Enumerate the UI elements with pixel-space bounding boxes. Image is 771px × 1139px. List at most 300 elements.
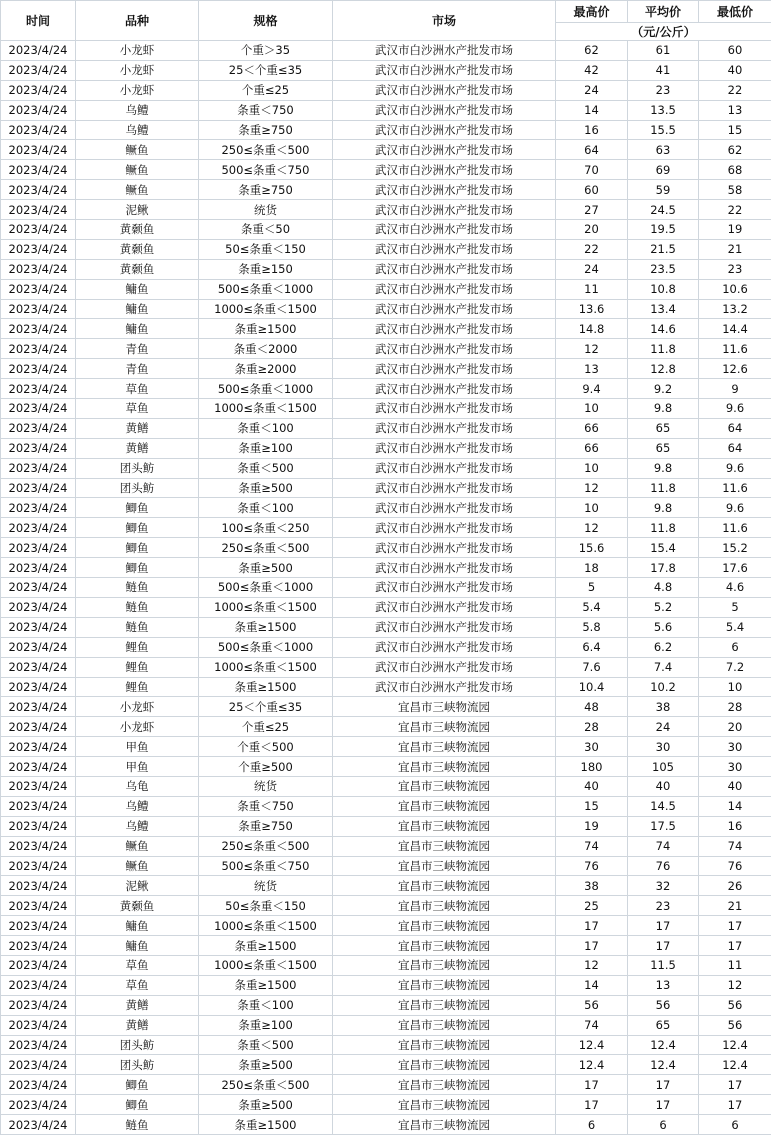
cell-spec: 条重≥1500 bbox=[199, 319, 333, 339]
table-row bbox=[1, 80, 771, 100]
cell-high: 24 bbox=[556, 80, 628, 100]
cell-avg: 32 bbox=[628, 876, 699, 896]
cell-market: 武汉市白沙洲水产批发市场 bbox=[333, 677, 556, 697]
cell-high: 38 bbox=[556, 876, 628, 896]
cell-high: 14 bbox=[556, 100, 628, 120]
cell-market: 宜昌市三峡物流园 bbox=[333, 757, 556, 777]
table-row bbox=[1, 995, 771, 1015]
cell-low: 40 bbox=[699, 776, 771, 796]
cell-time: 2023/4/24 bbox=[1, 239, 76, 259]
cell-market: 宜昌市三峡物流园 bbox=[333, 896, 556, 916]
cell-high: 27 bbox=[556, 200, 628, 220]
cell-market: 宜昌市三峡物流园 bbox=[333, 955, 556, 975]
table-row bbox=[1, 299, 771, 319]
cell-market: 武汉市白沙洲水产批发市场 bbox=[333, 399, 556, 419]
cell-low: 5 bbox=[699, 597, 771, 617]
cell-high: 15 bbox=[556, 796, 628, 816]
cell-variety: 鳙鱼 bbox=[76, 299, 199, 319]
cell-high: 12 bbox=[556, 339, 628, 359]
cell-spec: 统货 bbox=[199, 200, 333, 220]
table-row bbox=[1, 458, 771, 478]
cell-time: 2023/4/24 bbox=[1, 717, 76, 737]
table-row bbox=[1, 597, 771, 617]
cell-high: 12 bbox=[556, 478, 628, 498]
cell-market: 武汉市白沙洲水产批发市场 bbox=[333, 438, 556, 458]
cell-time: 2023/4/24 bbox=[1, 578, 76, 598]
cell-spec: 统货 bbox=[199, 876, 333, 896]
cell-spec: 条重≥100 bbox=[199, 438, 333, 458]
cell-spec: 1000≤条重＜1500 bbox=[199, 916, 333, 936]
cell-low: 5.4 bbox=[699, 617, 771, 637]
cell-avg: 65 bbox=[628, 418, 699, 438]
cell-spec: 50≤条重＜150 bbox=[199, 896, 333, 916]
cell-variety: 甲鱼 bbox=[76, 757, 199, 777]
cell-high: 10 bbox=[556, 458, 628, 478]
cell-high: 13 bbox=[556, 359, 628, 379]
cell-high: 25 bbox=[556, 896, 628, 916]
cell-variety: 鲫鱼 bbox=[76, 538, 199, 558]
cell-market: 宜昌市三峡物流园 bbox=[333, 856, 556, 876]
cell-low: 60 bbox=[699, 41, 771, 61]
cell-low: 16 bbox=[699, 816, 771, 836]
cell-market: 宜昌市三峡物流园 bbox=[333, 1035, 556, 1055]
table-row bbox=[1, 1115, 771, 1135]
cell-variety: 鲤鱼 bbox=[76, 677, 199, 697]
table-row bbox=[1, 259, 771, 279]
header-spec: 规格 bbox=[199, 1, 333, 41]
cell-low: 64 bbox=[699, 438, 771, 458]
cell-low: 7.2 bbox=[699, 657, 771, 677]
cell-time: 2023/4/24 bbox=[1, 538, 76, 558]
cell-low: 12 bbox=[699, 975, 771, 995]
cell-avg: 40 bbox=[628, 776, 699, 796]
cell-variety: 乌鳢 bbox=[76, 796, 199, 816]
cell-time: 2023/4/24 bbox=[1, 936, 76, 956]
cell-market: 武汉市白沙洲水产批发市场 bbox=[333, 80, 556, 100]
cell-market: 宜昌市三峡物流园 bbox=[333, 697, 556, 717]
cell-variety: 鲢鱼 bbox=[76, 597, 199, 617]
cell-variety: 乌鳢 bbox=[76, 100, 199, 120]
cell-variety: 黄颡鱼 bbox=[76, 239, 199, 259]
table-row bbox=[1, 558, 771, 578]
cell-time: 2023/4/24 bbox=[1, 319, 76, 339]
cell-avg: 4.8 bbox=[628, 578, 699, 598]
table-row bbox=[1, 60, 771, 80]
cell-spec: 500≤条重＜1000 bbox=[199, 578, 333, 598]
cell-high: 62 bbox=[556, 41, 628, 61]
table-row bbox=[1, 776, 771, 796]
cell-low: 17 bbox=[699, 1075, 771, 1095]
cell-low: 76 bbox=[699, 856, 771, 876]
cell-spec: 500≤条重＜750 bbox=[199, 160, 333, 180]
cell-market: 武汉市白沙洲水产批发市场 bbox=[333, 518, 556, 538]
cell-high: 10 bbox=[556, 399, 628, 419]
cell-time: 2023/4/24 bbox=[1, 160, 76, 180]
table-row bbox=[1, 1095, 771, 1115]
cell-high: 20 bbox=[556, 220, 628, 240]
table-row bbox=[1, 796, 771, 816]
cell-avg: 76 bbox=[628, 856, 699, 876]
cell-spec: 个重≥500 bbox=[199, 757, 333, 777]
cell-high: 60 bbox=[556, 180, 628, 200]
cell-low: 17.6 bbox=[699, 558, 771, 578]
cell-avg: 17 bbox=[628, 1075, 699, 1095]
cell-high: 180 bbox=[556, 757, 628, 777]
cell-market: 武汉市白沙洲水产批发市场 bbox=[333, 359, 556, 379]
cell-high: 11 bbox=[556, 279, 628, 299]
cell-market: 武汉市白沙洲水产批发市场 bbox=[333, 140, 556, 160]
cell-high: 66 bbox=[556, 418, 628, 438]
table-row bbox=[1, 498, 771, 518]
cell-avg: 56 bbox=[628, 995, 699, 1015]
cell-spec: 条重＜500 bbox=[199, 458, 333, 478]
cell-spec: 100≤条重＜250 bbox=[199, 518, 333, 538]
table-row bbox=[1, 140, 771, 160]
cell-market: 武汉市白沙洲水产批发市场 bbox=[333, 458, 556, 478]
cell-variety: 鲢鱼 bbox=[76, 1115, 199, 1135]
cell-time: 2023/4/24 bbox=[1, 1055, 76, 1075]
cell-variety: 小龙虾 bbox=[76, 60, 199, 80]
cell-high: 5 bbox=[556, 578, 628, 598]
cell-time: 2023/4/24 bbox=[1, 1015, 76, 1035]
table-row bbox=[1, 339, 771, 359]
cell-market: 宜昌市三峡物流园 bbox=[333, 717, 556, 737]
cell-market: 宜昌市三峡物流园 bbox=[333, 776, 556, 796]
cell-high: 5.8 bbox=[556, 617, 628, 637]
cell-avg: 9.8 bbox=[628, 498, 699, 518]
cell-avg: 13 bbox=[628, 975, 699, 995]
cell-time: 2023/4/24 bbox=[1, 737, 76, 757]
cell-high: 12 bbox=[556, 955, 628, 975]
cell-avg: 6.2 bbox=[628, 637, 699, 657]
cell-spec: 1000≤条重＜1500 bbox=[199, 597, 333, 617]
cell-market: 武汉市白沙洲水产批发市场 bbox=[333, 41, 556, 61]
cell-low: 11.6 bbox=[699, 518, 771, 538]
cell-low: 26 bbox=[699, 876, 771, 896]
cell-high: 14 bbox=[556, 975, 628, 995]
cell-avg: 14.5 bbox=[628, 796, 699, 816]
cell-low: 15 bbox=[699, 120, 771, 140]
header-low: 最低价 bbox=[699, 1, 771, 23]
cell-spec: 条重＜100 bbox=[199, 995, 333, 1015]
cell-avg: 9.8 bbox=[628, 399, 699, 419]
cell-spec: 条重≥750 bbox=[199, 816, 333, 836]
cell-high: 12.4 bbox=[556, 1035, 628, 1055]
cell-time: 2023/4/24 bbox=[1, 41, 76, 61]
cell-high: 30 bbox=[556, 737, 628, 757]
table-row bbox=[1, 220, 771, 240]
cell-variety: 小龙虾 bbox=[76, 697, 199, 717]
table-row bbox=[1, 160, 771, 180]
cell-high: 42 bbox=[556, 60, 628, 80]
table-row bbox=[1, 936, 771, 956]
cell-avg: 10.8 bbox=[628, 279, 699, 299]
cell-variety: 鳙鱼 bbox=[76, 916, 199, 936]
cell-variety: 草鱼 bbox=[76, 379, 199, 399]
cell-time: 2023/4/24 bbox=[1, 339, 76, 359]
cell-high: 64 bbox=[556, 140, 628, 160]
cell-avg: 15.5 bbox=[628, 120, 699, 140]
cell-variety: 小龙虾 bbox=[76, 41, 199, 61]
cell-avg: 5.6 bbox=[628, 617, 699, 637]
cell-market: 武汉市白沙洲水产批发市场 bbox=[333, 339, 556, 359]
cell-time: 2023/4/24 bbox=[1, 220, 76, 240]
cell-market: 武汉市白沙洲水产批发市场 bbox=[333, 418, 556, 438]
cell-time: 2023/4/24 bbox=[1, 975, 76, 995]
cell-time: 2023/4/24 bbox=[1, 279, 76, 299]
cell-high: 12.4 bbox=[556, 1055, 628, 1075]
cell-low: 6 bbox=[699, 1115, 771, 1135]
table-row bbox=[1, 399, 771, 419]
cell-market: 武汉市白沙洲水产批发市场 bbox=[333, 578, 556, 598]
cell-market: 武汉市白沙洲水产批发市场 bbox=[333, 617, 556, 637]
cell-time: 2023/4/24 bbox=[1, 836, 76, 856]
table-row bbox=[1, 180, 771, 200]
cell-variety: 黄鳝 bbox=[76, 418, 199, 438]
cell-variety: 鳜鱼 bbox=[76, 180, 199, 200]
cell-avg: 24.5 bbox=[628, 200, 699, 220]
cell-avg: 69 bbox=[628, 160, 699, 180]
cell-spec: 个重≤25 bbox=[199, 717, 333, 737]
cell-low: 20 bbox=[699, 717, 771, 737]
cell-market: 武汉市白沙洲水产批发市场 bbox=[333, 538, 556, 558]
cell-spec: 条重≥500 bbox=[199, 558, 333, 578]
cell-spec: 500≤条重＜1000 bbox=[199, 637, 333, 657]
cell-time: 2023/4/24 bbox=[1, 816, 76, 836]
cell-spec: 个重≤25 bbox=[199, 80, 333, 100]
header-variety: 品种 bbox=[76, 1, 199, 41]
cell-variety: 甲鱼 bbox=[76, 737, 199, 757]
cell-low: 10 bbox=[699, 677, 771, 697]
cell-high: 13.6 bbox=[556, 299, 628, 319]
cell-variety: 鲢鱼 bbox=[76, 617, 199, 637]
cell-variety: 泥鳅 bbox=[76, 876, 199, 896]
cell-spec: 条重≥150 bbox=[199, 259, 333, 279]
cell-time: 2023/4/24 bbox=[1, 80, 76, 100]
cell-avg: 19.5 bbox=[628, 220, 699, 240]
cell-market: 宜昌市三峡物流园 bbox=[333, 1015, 556, 1035]
cell-avg: 65 bbox=[628, 438, 699, 458]
cell-low: 56 bbox=[699, 1015, 771, 1035]
cell-low: 14.4 bbox=[699, 319, 771, 339]
cell-avg: 12.4 bbox=[628, 1035, 699, 1055]
cell-low: 4.6 bbox=[699, 578, 771, 598]
cell-low: 9.6 bbox=[699, 498, 771, 518]
cell-avg: 17 bbox=[628, 1095, 699, 1115]
cell-market: 武汉市白沙洲水产批发市场 bbox=[333, 160, 556, 180]
cell-spec: 条重≥500 bbox=[199, 478, 333, 498]
table-row bbox=[1, 379, 771, 399]
cell-avg: 23.5 bbox=[628, 259, 699, 279]
table-row bbox=[1, 578, 771, 598]
cell-low: 6 bbox=[699, 637, 771, 657]
cell-high: 19 bbox=[556, 816, 628, 836]
cell-variety: 团头鲂 bbox=[76, 478, 199, 498]
table-row bbox=[1, 717, 771, 737]
cell-low: 23 bbox=[699, 259, 771, 279]
cell-avg: 9.8 bbox=[628, 458, 699, 478]
cell-market: 宜昌市三峡物流园 bbox=[333, 1055, 556, 1075]
table-row bbox=[1, 975, 771, 995]
cell-low: 14 bbox=[699, 796, 771, 816]
cell-variety: 鲫鱼 bbox=[76, 558, 199, 578]
cell-high: 12 bbox=[556, 518, 628, 538]
cell-avg: 17.8 bbox=[628, 558, 699, 578]
cell-market: 武汉市白沙洲水产批发市场 bbox=[333, 478, 556, 498]
cell-high: 6 bbox=[556, 1115, 628, 1135]
cell-high: 10.4 bbox=[556, 677, 628, 697]
cell-spec: 条重＜500 bbox=[199, 1035, 333, 1055]
cell-variety: 团头鲂 bbox=[76, 1035, 199, 1055]
cell-low: 56 bbox=[699, 995, 771, 1015]
cell-avg: 13.4 bbox=[628, 299, 699, 319]
cell-time: 2023/4/24 bbox=[1, 796, 76, 816]
header-high: 最高价 bbox=[556, 1, 628, 23]
cell-high: 17 bbox=[556, 1095, 628, 1115]
cell-market: 武汉市白沙洲水产批发市场 bbox=[333, 498, 556, 518]
cell-avg: 11.5 bbox=[628, 955, 699, 975]
cell-variety: 青鱼 bbox=[76, 339, 199, 359]
cell-low: 28 bbox=[699, 697, 771, 717]
cell-variety: 泥鳅 bbox=[76, 200, 199, 220]
cell-high: 28 bbox=[556, 717, 628, 737]
cell-avg: 9.2 bbox=[628, 379, 699, 399]
cell-spec: 条重≥1500 bbox=[199, 677, 333, 697]
cell-variety: 乌鳢 bbox=[76, 120, 199, 140]
cell-avg: 15.4 bbox=[628, 538, 699, 558]
cell-time: 2023/4/24 bbox=[1, 1115, 76, 1135]
cell-low: 17 bbox=[699, 936, 771, 956]
cell-avg: 17 bbox=[628, 936, 699, 956]
cell-market: 宜昌市三峡物流园 bbox=[333, 936, 556, 956]
table-row bbox=[1, 1035, 771, 1055]
cell-low: 64 bbox=[699, 418, 771, 438]
cell-low: 9 bbox=[699, 379, 771, 399]
table-row bbox=[1, 478, 771, 498]
cell-variety: 鲢鱼 bbox=[76, 578, 199, 598]
table-body bbox=[1, 41, 771, 1135]
cell-spec: 1000≤条重＜1500 bbox=[199, 955, 333, 975]
cell-low: 58 bbox=[699, 180, 771, 200]
cell-spec: 统货 bbox=[199, 776, 333, 796]
cell-time: 2023/4/24 bbox=[1, 120, 76, 140]
cell-spec: 25＜个重≤35 bbox=[199, 60, 333, 80]
table-row bbox=[1, 518, 771, 538]
cell-spec: 条重＜100 bbox=[199, 498, 333, 518]
cell-time: 2023/4/24 bbox=[1, 60, 76, 80]
cell-high: 48 bbox=[556, 697, 628, 717]
cell-spec: 50≤条重＜150 bbox=[199, 239, 333, 259]
cell-spec: 条重＜750 bbox=[199, 100, 333, 120]
cell-avg: 7.4 bbox=[628, 657, 699, 677]
cell-high: 17 bbox=[556, 936, 628, 956]
cell-low: 17 bbox=[699, 1095, 771, 1115]
cell-avg: 23 bbox=[628, 896, 699, 916]
cell-time: 2023/4/24 bbox=[1, 1075, 76, 1095]
cell-avg: 12.8 bbox=[628, 359, 699, 379]
cell-variety: 鳜鱼 bbox=[76, 160, 199, 180]
cell-market: 武汉市白沙洲水产批发市场 bbox=[333, 60, 556, 80]
cell-low: 13.2 bbox=[699, 299, 771, 319]
cell-variety: 黄鳝 bbox=[76, 1015, 199, 1035]
cell-spec: 250≤条重＜500 bbox=[199, 140, 333, 160]
table-row bbox=[1, 876, 771, 896]
table-row bbox=[1, 200, 771, 220]
cell-time: 2023/4/24 bbox=[1, 558, 76, 578]
cell-spec: 1000≤条重＜1500 bbox=[199, 399, 333, 419]
cell-market: 宜昌市三峡物流园 bbox=[333, 1115, 556, 1135]
cell-high: 24 bbox=[556, 259, 628, 279]
cell-avg: 59 bbox=[628, 180, 699, 200]
cell-market: 宜昌市三峡物流园 bbox=[333, 836, 556, 856]
cell-time: 2023/4/24 bbox=[1, 299, 76, 319]
cell-avg: 11.8 bbox=[628, 518, 699, 538]
cell-low: 15.2 bbox=[699, 538, 771, 558]
cell-market: 武汉市白沙洲水产批发市场 bbox=[333, 239, 556, 259]
cell-avg: 11.8 bbox=[628, 339, 699, 359]
cell-high: 74 bbox=[556, 836, 628, 856]
cell-market: 武汉市白沙洲水产批发市场 bbox=[333, 279, 556, 299]
cell-avg: 105 bbox=[628, 757, 699, 777]
cell-low: 30 bbox=[699, 737, 771, 757]
header-time: 时间 bbox=[1, 1, 76, 41]
table-row bbox=[1, 120, 771, 140]
cell-market: 宜昌市三峡物流园 bbox=[333, 995, 556, 1015]
table-row bbox=[1, 100, 771, 120]
table-row bbox=[1, 617, 771, 637]
table-header bbox=[1, 1, 771, 41]
cell-time: 2023/4/24 bbox=[1, 399, 76, 419]
cell-spec: 250≤条重＜500 bbox=[199, 538, 333, 558]
cell-avg: 74 bbox=[628, 836, 699, 856]
cell-market: 宜昌市三峡物流园 bbox=[333, 916, 556, 936]
cell-variety: 乌鳢 bbox=[76, 816, 199, 836]
table-row bbox=[1, 896, 771, 916]
cell-spec: 250≤条重＜500 bbox=[199, 836, 333, 856]
cell-market: 宜昌市三峡物流园 bbox=[333, 816, 556, 836]
cell-market: 武汉市白沙洲水产批发市场 bbox=[333, 597, 556, 617]
cell-spec: 1000≤条重＜1500 bbox=[199, 657, 333, 677]
cell-time: 2023/4/24 bbox=[1, 876, 76, 896]
cell-variety: 乌龟 bbox=[76, 776, 199, 796]
cell-variety: 鳜鱼 bbox=[76, 140, 199, 160]
cell-market: 武汉市白沙洲水产批发市场 bbox=[333, 120, 556, 140]
cell-variety: 小龙虾 bbox=[76, 717, 199, 737]
cell-low: 21 bbox=[699, 239, 771, 259]
cell-high: 70 bbox=[556, 160, 628, 180]
table-row bbox=[1, 637, 771, 657]
cell-low: 11 bbox=[699, 955, 771, 975]
table-row bbox=[1, 239, 771, 259]
table-row bbox=[1, 836, 771, 856]
cell-variety: 团头鲂 bbox=[76, 458, 199, 478]
cell-time: 2023/4/24 bbox=[1, 757, 76, 777]
cell-market: 宜昌市三峡物流园 bbox=[333, 876, 556, 896]
cell-time: 2023/4/24 bbox=[1, 259, 76, 279]
cell-low: 17 bbox=[699, 916, 771, 936]
cell-variety: 鳙鱼 bbox=[76, 279, 199, 299]
cell-time: 2023/4/24 bbox=[1, 597, 76, 617]
cell-spec: 个重＜500 bbox=[199, 737, 333, 757]
cell-variety: 草鱼 bbox=[76, 955, 199, 975]
cell-variety: 团头鲂 bbox=[76, 1055, 199, 1075]
table-row bbox=[1, 1075, 771, 1095]
cell-low: 30 bbox=[699, 757, 771, 777]
cell-spec: 条重＜2000 bbox=[199, 339, 333, 359]
cell-spec: 条重≥750 bbox=[199, 180, 333, 200]
cell-spec: 条重≥1500 bbox=[199, 936, 333, 956]
header-market: 市场 bbox=[333, 1, 556, 41]
